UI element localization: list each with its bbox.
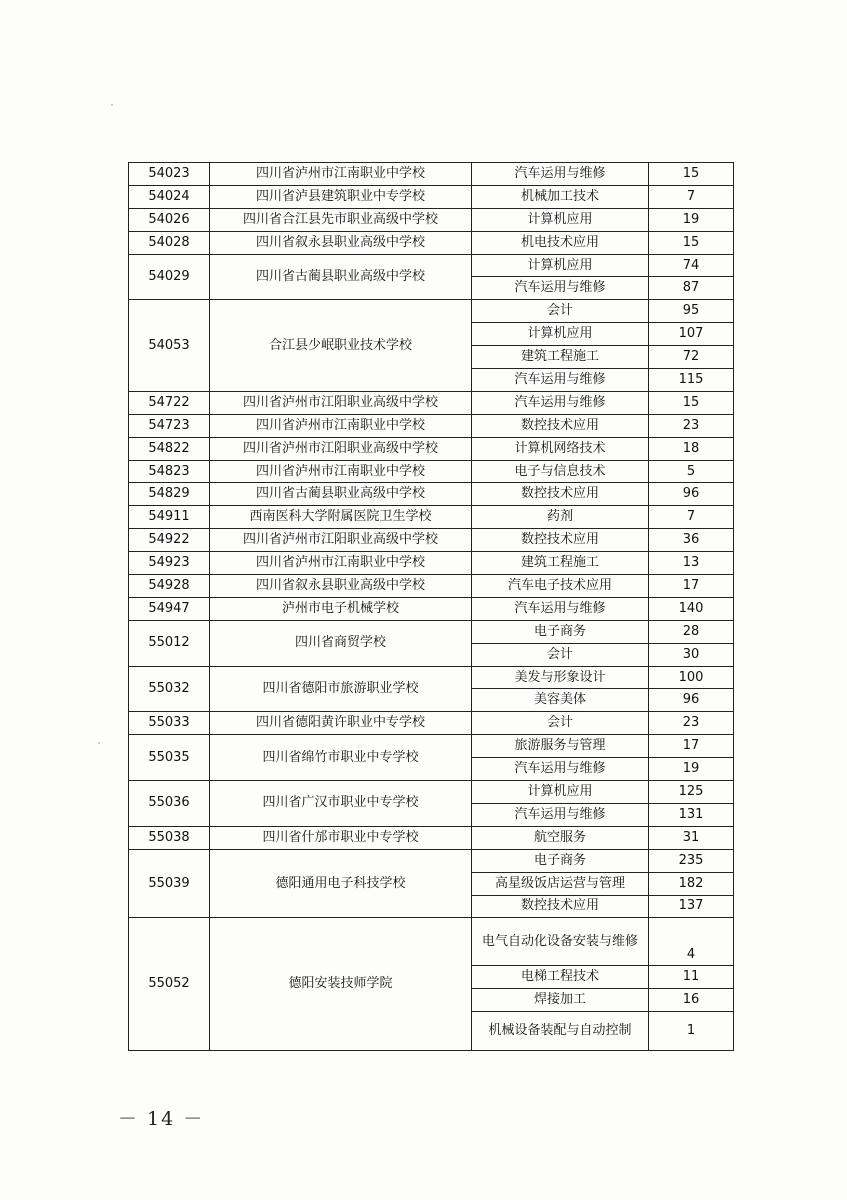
major-cell: 会计 xyxy=(472,643,649,666)
school-code-cell: 55038 xyxy=(129,826,210,849)
count-cell: 15 xyxy=(649,231,734,254)
major-cell: 机械加工技术 xyxy=(472,185,649,208)
count-cell: 19 xyxy=(649,758,734,781)
school-name-cell: 四川省泸州市江南职业中学校 xyxy=(210,163,472,186)
school-code-cell: 54822 xyxy=(129,437,210,460)
count-cell: 19 xyxy=(649,208,734,231)
school-code-cell: 55039 xyxy=(129,849,210,918)
major-cell: 汽车运用与维修 xyxy=(472,391,649,414)
major-cell: 汽车运用与维修 xyxy=(472,369,649,392)
school-name-cell: 四川省德阳黄许职业中专学校 xyxy=(210,712,472,735)
table-row xyxy=(129,483,734,506)
count-cell: 7 xyxy=(649,506,734,529)
count-cell: 23 xyxy=(649,414,734,437)
count-cell: 7 xyxy=(649,185,734,208)
school-code-cell: 54723 xyxy=(129,414,210,437)
school-name-cell: 合江县少岷职业技术学校 xyxy=(210,300,472,392)
count-cell: 96 xyxy=(649,689,734,712)
major-cell: 数控技术应用 xyxy=(472,483,649,506)
school-name-cell: 四川省泸州市江南职业中学校 xyxy=(210,414,472,437)
table-row xyxy=(129,163,734,186)
count-cell: 107 xyxy=(649,323,734,346)
school-code-cell: 55036 xyxy=(129,781,210,827)
table-row xyxy=(129,208,734,231)
table-body xyxy=(129,163,734,1051)
school-code-cell: 55052 xyxy=(129,918,210,1051)
school-code-cell: 54029 xyxy=(129,254,210,300)
school-code-cell: 55032 xyxy=(129,666,210,712)
table-row xyxy=(129,735,734,758)
school-code-cell: 54823 xyxy=(129,460,210,483)
school-code-cell: 54923 xyxy=(129,552,210,575)
count-cell: 23 xyxy=(649,712,734,735)
table-row xyxy=(129,575,734,598)
table-row xyxy=(129,918,734,966)
count-cell: 137 xyxy=(649,895,734,918)
count-cell: 115 xyxy=(649,369,734,392)
table-row xyxy=(129,666,734,689)
count-cell: 74 xyxy=(649,254,734,277)
scan-speck xyxy=(98,742,100,744)
school-code-cell: 54722 xyxy=(129,391,210,414)
school-code-cell: 54053 xyxy=(129,300,210,392)
table-row xyxy=(129,712,734,735)
table-row xyxy=(129,231,734,254)
major-cell: 数控技术应用 xyxy=(472,414,649,437)
count-cell: 17 xyxy=(649,735,734,758)
count-cell: 125 xyxy=(649,781,734,804)
table-row xyxy=(129,552,734,575)
count-cell: 95 xyxy=(649,300,734,323)
school-code-cell: 55012 xyxy=(129,620,210,666)
count-cell: 140 xyxy=(649,597,734,620)
major-cell: 美发与形象设计 xyxy=(472,666,649,689)
school-code-cell: 54911 xyxy=(129,506,210,529)
school-name-cell: 四川省泸州市江阳职业高级中学校 xyxy=(210,529,472,552)
school-name-cell: 四川省合江县先市职业高级中学校 xyxy=(210,208,472,231)
major-cell: 汽车电子技术应用 xyxy=(472,575,649,598)
school-code-cell: 55035 xyxy=(129,735,210,781)
count-cell: 36 xyxy=(649,529,734,552)
table-row xyxy=(129,529,734,552)
table-row xyxy=(129,597,734,620)
count-cell: 96 xyxy=(649,483,734,506)
major-cell: 电气自动化设备安装与维修 xyxy=(472,918,649,966)
count-cell: 235 xyxy=(649,849,734,872)
count-cell: 182 xyxy=(649,872,734,895)
major-cell: 汽车运用与维修 xyxy=(472,803,649,826)
count-cell: 11 xyxy=(649,966,734,989)
table-row xyxy=(129,620,734,643)
table-row xyxy=(129,506,734,529)
table-row xyxy=(129,391,734,414)
count-cell: 16 xyxy=(649,989,734,1012)
enrollment-table xyxy=(128,162,734,1051)
major-cell: 汽车运用与维修 xyxy=(472,277,649,300)
major-cell: 计算机应用 xyxy=(472,254,649,277)
school-name-cell: 德阳安装技师学院 xyxy=(210,918,472,1051)
table-row xyxy=(129,437,734,460)
table-row xyxy=(129,849,734,872)
table-row xyxy=(129,254,734,277)
table-row xyxy=(129,300,734,323)
table-row xyxy=(129,460,734,483)
school-name-cell: 四川省古蔺县职业高级中学校 xyxy=(210,483,472,506)
count-cell: 72 xyxy=(649,346,734,369)
school-name-cell: 四川省叙永县职业高级中学校 xyxy=(210,575,472,598)
major-cell: 机械设备装配与自动控制 xyxy=(472,1012,649,1051)
major-cell: 计算机应用 xyxy=(472,208,649,231)
school-name-cell: 四川省古蔺县职业高级中学校 xyxy=(210,254,472,300)
school-code-cell: 54928 xyxy=(129,575,210,598)
school-code-cell: 54026 xyxy=(129,208,210,231)
school-code-cell: 54023 xyxy=(129,163,210,186)
major-cell: 电子与信息技术 xyxy=(472,460,649,483)
major-cell: 旅游服务与管理 xyxy=(472,735,649,758)
scan-speck xyxy=(111,104,113,106)
major-cell: 美容美体 xyxy=(472,689,649,712)
major-cell: 汽车运用与维修 xyxy=(472,597,649,620)
major-cell: 航空服务 xyxy=(472,826,649,849)
major-cell: 计算机应用 xyxy=(472,781,649,804)
page-number: － 14 － xyxy=(118,1108,205,1130)
major-cell: 数控技术应用 xyxy=(472,529,649,552)
school-code-cell: 54829 xyxy=(129,483,210,506)
major-cell: 汽车运用与维修 xyxy=(472,163,649,186)
major-cell: 电子商务 xyxy=(472,620,649,643)
school-name-cell: 四川省叙永县职业高级中学校 xyxy=(210,231,472,254)
major-cell: 高星级饭店运营与管理 xyxy=(472,872,649,895)
table-row xyxy=(129,781,734,804)
school-name-cell: 西南医科大学附属医院卫生学校 xyxy=(210,506,472,529)
table-row xyxy=(129,185,734,208)
major-cell: 建筑工程施工 xyxy=(472,346,649,369)
count-cell: 5 xyxy=(649,460,734,483)
school-code-cell: 54024 xyxy=(129,185,210,208)
major-cell: 会计 xyxy=(472,712,649,735)
school-name-cell: 四川省泸州市江南职业中学校 xyxy=(210,460,472,483)
school-name-cell: 四川省绵竹市职业中专学校 xyxy=(210,735,472,781)
major-cell: 建筑工程施工 xyxy=(472,552,649,575)
school-name-cell: 四川省商贸学校 xyxy=(210,620,472,666)
count-cell: 30 xyxy=(649,643,734,666)
count-cell: 31 xyxy=(649,826,734,849)
school-code-cell: 54028 xyxy=(129,231,210,254)
school-name-cell: 泸州市电子机械学校 xyxy=(210,597,472,620)
count-cell: 13 xyxy=(649,552,734,575)
table-row xyxy=(129,414,734,437)
school-code-cell: 54922 xyxy=(129,529,210,552)
major-cell: 计算机应用 xyxy=(472,323,649,346)
major-cell: 电子商务 xyxy=(472,849,649,872)
count-cell: 1 xyxy=(649,1012,734,1051)
count-cell: 100 xyxy=(649,666,734,689)
major-cell: 汽车运用与维修 xyxy=(472,758,649,781)
school-name-cell: 四川省泸州市江阳职业高级中学校 xyxy=(210,391,472,414)
school-name-cell: 德阳通用电子科技学校 xyxy=(210,849,472,918)
major-cell: 数控技术应用 xyxy=(472,895,649,918)
school-name-cell: 四川省广汉市职业中专学校 xyxy=(210,781,472,827)
count-cell: 4 xyxy=(649,918,734,966)
school-name-cell: 四川省泸州市江南职业中学校 xyxy=(210,552,472,575)
count-cell: 17 xyxy=(649,575,734,598)
major-cell: 焊接加工 xyxy=(472,989,649,1012)
major-cell: 药剂 xyxy=(472,506,649,529)
count-cell: 131 xyxy=(649,803,734,826)
school-name-cell: 四川省泸州市江阳职业高级中学校 xyxy=(210,437,472,460)
school-code-cell: 55033 xyxy=(129,712,210,735)
count-cell: 15 xyxy=(649,391,734,414)
major-cell: 会计 xyxy=(472,300,649,323)
major-cell: 电梯工程技术 xyxy=(472,966,649,989)
school-name-cell: 四川省泸县建筑职业中专学校 xyxy=(210,185,472,208)
table-row xyxy=(129,826,734,849)
major-cell: 计算机网络技术 xyxy=(472,437,649,460)
school-name-cell: 四川省什邡市职业中专学校 xyxy=(210,826,472,849)
school-name-cell: 四川省德阳市旅游职业学校 xyxy=(210,666,472,712)
count-cell: 28 xyxy=(649,620,734,643)
count-cell: 87 xyxy=(649,277,734,300)
count-cell: 18 xyxy=(649,437,734,460)
count-cell: 15 xyxy=(649,163,734,186)
major-cell: 机电技术应用 xyxy=(472,231,649,254)
school-code-cell: 54947 xyxy=(129,597,210,620)
